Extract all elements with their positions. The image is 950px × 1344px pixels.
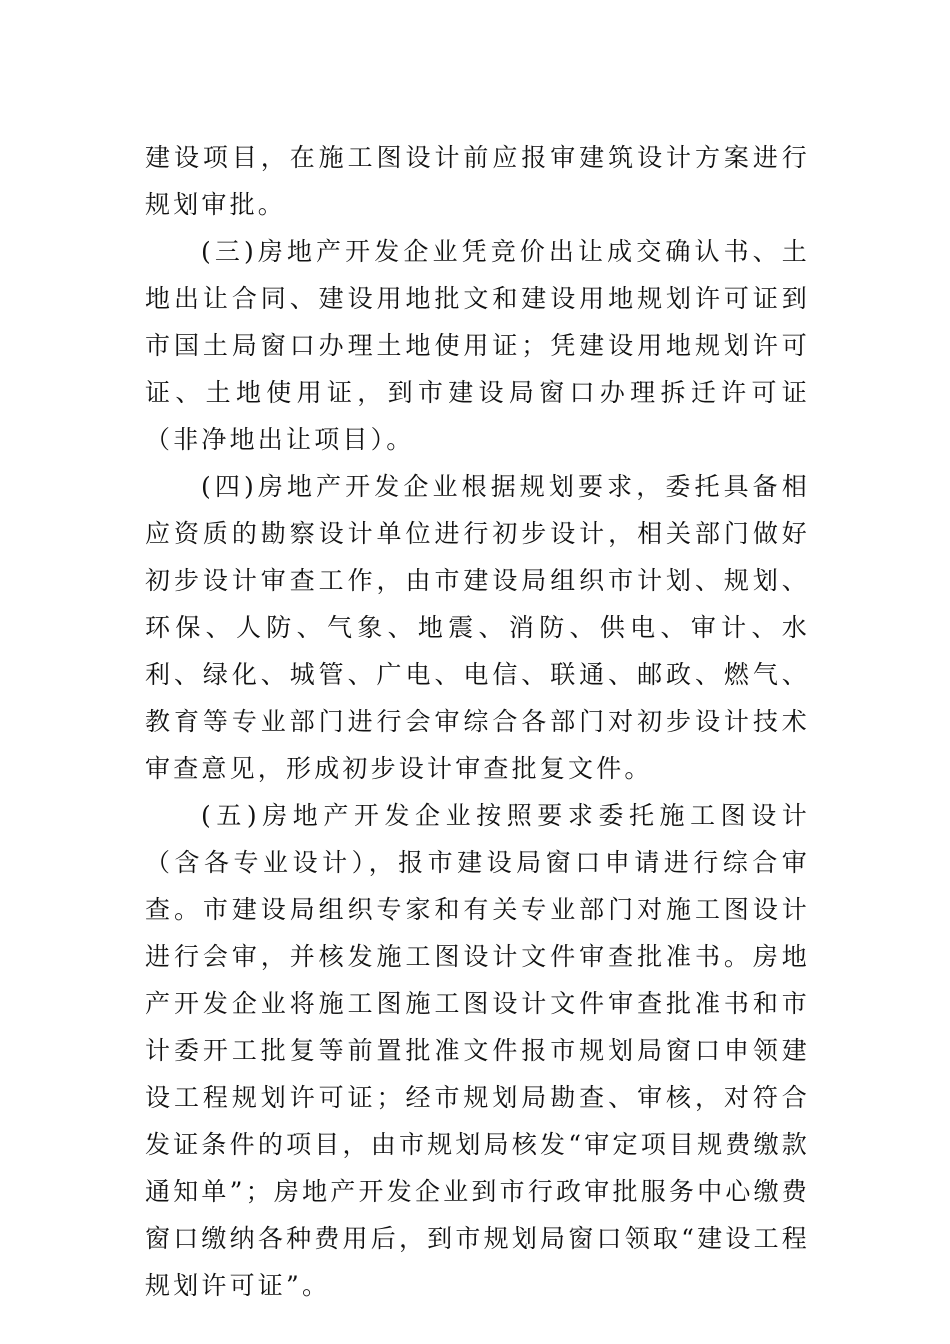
- document-body: [145, 134, 810, 1309]
- paragraph-item-3: (三)房地产开发企业凭竞价出让成交确认书、土地出让合同、建设用地批文和建设用地规划许可证到市国土局窗口办理土地使用证；凭建设用地规划许可证、土地使用证，到市建设局窗口办理拆迁许可证（非净地出让项目）。: [145, 237, 810, 454]
- paragraph-item-4: (四)房地产开发企业根据规划要求，委托具备相应资质的勘察设计单位进行初步设计，相关部门做好初步设计审查工作，由市建设局组织市计划、规划、环保、人防、气象、地震、消防、供电、审计、水利、绿化、城管、广电、电信、联通、邮政、燃气、教育等专业部门进行会审综合各部门对初步设计技术审查意见，形成初步设计审查批复文件。: [145, 472, 810, 783]
- paragraph-item-5: (五)房地产开发企业按照要求委托施工图设计（含各专业设计），报市建设局窗口申请进行综合审查。市建设局组织专家和有关专业部门对施工图设计进行会审，并核发施工图设计文件审查批准书。房地产开发企业将施工图施工图设计文件审查批准书和市计委开工批复等前置批准文件报市规划局窗口申领建设工程规划许可证；经市规划局勘查、审核，对符合发证条件的项目，由市规划局核发“审定项目规费缴款通知单”；房地产开发企业到市行政审批服务中心缴费窗口缴纳各种费用后，到市规划局窗口领取“建设工程规划许可证”。: [145, 801, 810, 1300]
- paragraph-continuation: 建设项目，在施工图设计前应报审建筑设计方案进行规划审批。: [145, 143, 810, 219]
